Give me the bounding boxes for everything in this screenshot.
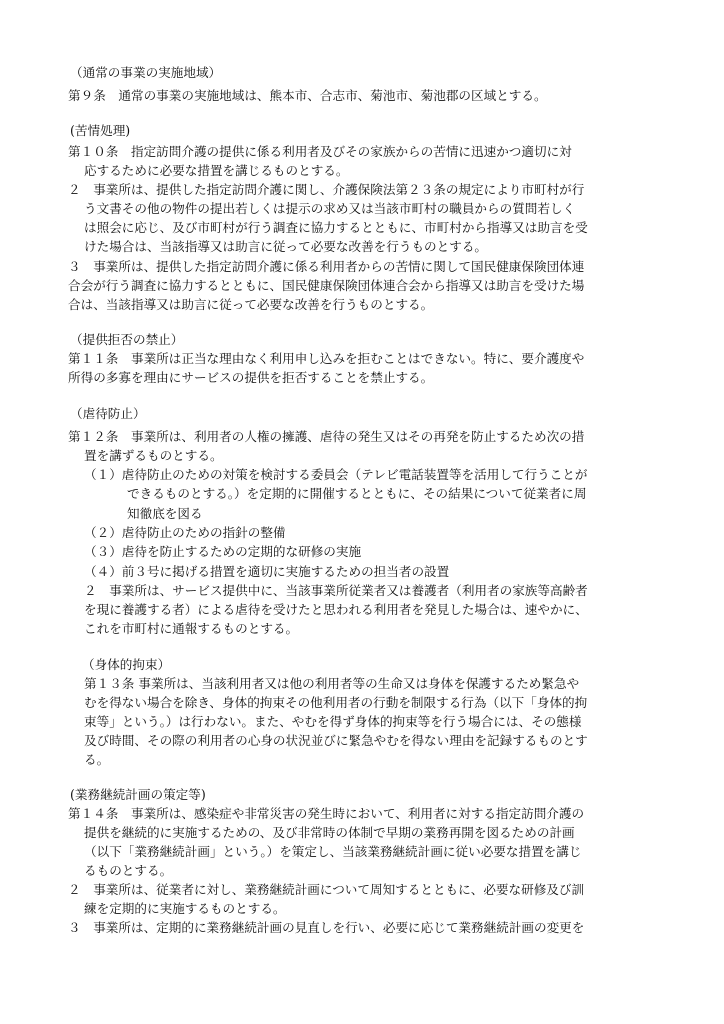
article-13-line: る。 <box>84 752 110 767</box>
article-10-line: 応するために必要な措置を講じるものとする。 <box>84 163 349 178</box>
heading-complaints: (苦情処理) <box>70 123 131 138</box>
article-14-line: （以下「業務継続計画」という。）を策定し、当該業務継続計画に従い必要な措置を講じ <box>84 844 582 859</box>
article-13-line: むを得ない場合を除き、身体的拘束その他利用者の行動を制限する行為（以下「身体的拘 <box>84 695 588 710</box>
article-10-para2-line: けた場合は、当該指導又は助言に従って必要な改善を行うものとする。 <box>84 239 487 254</box>
article-12-para2-line: ２ 事業所は、サービス提供中に、当該事業所従業者又は養護者（利用者の家族等高齢者 <box>84 583 588 598</box>
article-12-para2-line: これを市町村に通報するものとする。 <box>84 621 299 636</box>
heading-refusal-prohibition: （提供拒否の禁止） <box>70 332 184 347</box>
heading-business-continuity: (業務継続計画の策定等) <box>70 787 206 802</box>
article-10-line: 第１０条 指定訪問介護の提供に係る利用者及びその家族からの苦情に迅速かつ適切に対 <box>68 144 572 159</box>
article-12-line: 置を講ずるものとする。 <box>84 448 223 463</box>
article-9: 第９条 通常の事業の実施地域は、熊本市、合志市、菊池市、菊池郡の区域とする。 <box>68 88 547 103</box>
article-13-line: 束等」という。）は行わない。また、やむを得ず身体的拘束等を行う場合には、その態様 <box>84 714 582 729</box>
article-14-line: 提供を継続的に実施するための、及び非常時の体制で早期の業務再開を図るための計画 <box>84 825 575 840</box>
article-14-para2-line: ２ 事業所は、従業者に対し、業務継続計画について周知するとともに、必要な研修及び訓 <box>68 882 585 897</box>
article-10-para3-line: ３ 事業所は、提供した指定訪問介護に係る利用者からの苦情に関して国民健康保険団体連 <box>68 259 585 274</box>
heading-abuse-prevention: （虐待防止） <box>70 406 146 421</box>
article-11-line: 第１１条 事業所は正当な理由なく利用申し込みを拒むことはできない。特に、要介護度や <box>68 351 585 366</box>
article-12-item1-line: 知徹底を図る <box>127 506 203 521</box>
article-10-para3-line: 合は、当該指導又は助言に従って必要な改善を行うものとする。 <box>68 297 434 312</box>
article-12-item2: （２）虐待防止のための指針の整備 <box>84 525 286 540</box>
article-14-para2-line: 練を定期的に実施するものとする。 <box>84 901 286 916</box>
article-10-para2-line: は照会に応じ、及び市町村が行う調査に協力するとともに、市町村から指導又は助言を受 <box>84 220 588 235</box>
article-12-line: 第１２条 事業所は、利用者の人権の擁護、虐待の発生又はその再発を防止するため次の措 <box>68 429 585 444</box>
article-10-para2-line: う文書その他の物件の提出若しくは提示の求め又は当該市町村の職員からの質問若しく <box>84 201 576 216</box>
article-14-para3-line: ３ 事業所は、定期的に業務継続計画の見直しを行い、必要に応じて業務継続計画の変更を <box>68 920 585 935</box>
article-13-line: 及び時間、その際の利用者の心身の状況並びに緊急やむを得ない理由を記録するものとす <box>84 733 588 748</box>
article-10-para3-line: 合会が行う調査に協力するとともに、国民健康保険団体連合会から指導又は助言を受けた場 <box>68 278 585 293</box>
article-12-item1-line: できるものとする。）を定期的に開催するとともに、その結果について従業者に周 <box>127 486 587 501</box>
article-12-item4: （４）前３号に掲げる措置を適切に実施するための担当者の設置 <box>84 564 450 579</box>
article-12-item1-line: （１）虐待防止のための対策を検討する委員会（テレビ電話装置等を活用して行うことが <box>84 467 588 482</box>
article-12-item3: （３）虐待を防止するための定期的な研修の実施 <box>84 544 362 559</box>
article-14-line: るものとする。 <box>84 863 173 878</box>
article-13-line: 第１３条 事業所は、当該利用者又は他の利用者等の生命又は身体を保護するため緊急や <box>84 676 580 691</box>
article-10-para2-line: ２ 事業所は、提供した指定訪問介護に関し、介護保険法第２３条の規定により市町村が行 <box>68 182 585 197</box>
heading-physical-restraint: （身体的拘束） <box>82 657 171 672</box>
article-14-line: 第１４条 事業所は、感染症や非常災害の発生時において、利用者に対する指定訪問介護の <box>68 806 585 821</box>
article-11-line: 所得の多寡を理由にサービスの提供を拒否することを禁止する。 <box>68 370 434 385</box>
article-12-para2-line: を現に養護する者）による虐待を受けたと思われる利用者を発見した場合は、速やかに、 <box>84 602 588 617</box>
heading-service-area: （通常の事業の実施地域） <box>70 65 222 80</box>
